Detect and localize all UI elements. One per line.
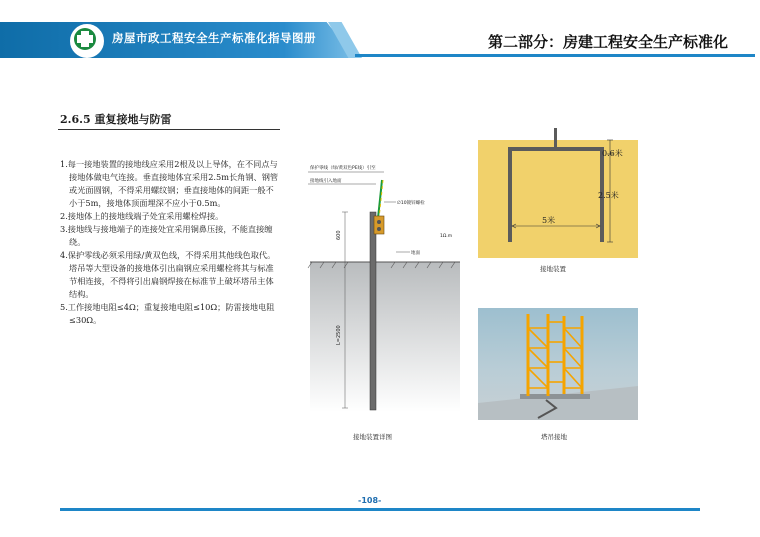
bolt-label: ∅10镀锌螺栓 <box>397 201 425 206</box>
side-label: 1Ω.m <box>440 234 453 239</box>
note-item: 2.接地体上的接地线端子处宜采用螺栓焊接。 <box>60 211 224 221</box>
wire-label: 保护零线（绿/黄双色PE线）引至 <box>310 166 376 171</box>
part-title: 第二部分：房建工程安全生产标准化 <box>487 33 728 51</box>
top-flat-bar <box>508 147 604 151</box>
dim-upper-label: 600 <box>336 230 342 240</box>
notes-list <box>60 158 280 327</box>
note-item: 5.工作接地电阻≤4Ω；重复接地电阻≤10Ω；防雷接地电阻≤30Ω。 <box>60 302 275 325</box>
page-number: -108- <box>358 496 382 505</box>
grounding-device-illustration <box>478 128 638 258</box>
bolt-clamp <box>374 216 384 234</box>
lead-bar <box>554 128 557 148</box>
section-title: 2.6.5 重复接地与防雷 <box>60 113 172 126</box>
section-rule <box>58 129 280 130</box>
depth-label: 0.6米 <box>602 149 623 158</box>
note-item: 3.接地线与接地端子的连接处宜采用铜鼻压接，不能直接缠绕。 <box>60 224 273 247</box>
crane-caption: 塔吊接地 <box>541 433 567 441</box>
crane-base <box>520 394 590 399</box>
safety-cross-icon-h <box>77 35 93 43</box>
grounding-detail-drawing <box>300 140 470 430</box>
header-rule <box>355 54 755 57</box>
crane-grounding-illustration <box>478 308 638 420</box>
dim-lower-label: L=2500 <box>336 325 342 345</box>
ground-rod <box>370 212 376 410</box>
soil-area <box>310 262 460 412</box>
device-caption: 接地装置 <box>540 265 566 273</box>
header-title: 房屋市政工程安全生产标准化指导图册 <box>112 31 316 45</box>
length-label: 2.5米 <box>598 191 619 200</box>
clamp-label: 接地线引入地面 <box>310 179 342 184</box>
note-item: 4.保护零线必须采用绿/黄双色线，不得采用其他线色取代。塔吊等大型设备的接地体引出扁钢应采用螺栓将其与标准节相连接，不得将引出扁钢焊接在标准节上破坏塔吊主体结构。 <box>60 250 276 299</box>
detail-caption: 接地装置详图 <box>353 433 392 441</box>
spacing-label: 5米 <box>542 216 556 225</box>
note-item: 1.每一接地装置的接地线应采用2根及以上导体，在不同点与接地体做电气连接。垂直接地体宜采用2.5m长角钢、钢管或光面圆钢，不得采用螺纹钢；垂直接地体的间距一般不小于5m，接地体顶面埋深不应小于0.5m。 <box>60 159 279 208</box>
left-rod <box>508 147 512 242</box>
footer-rule <box>60 508 700 511</box>
ground-label: 地面 <box>411 251 420 256</box>
